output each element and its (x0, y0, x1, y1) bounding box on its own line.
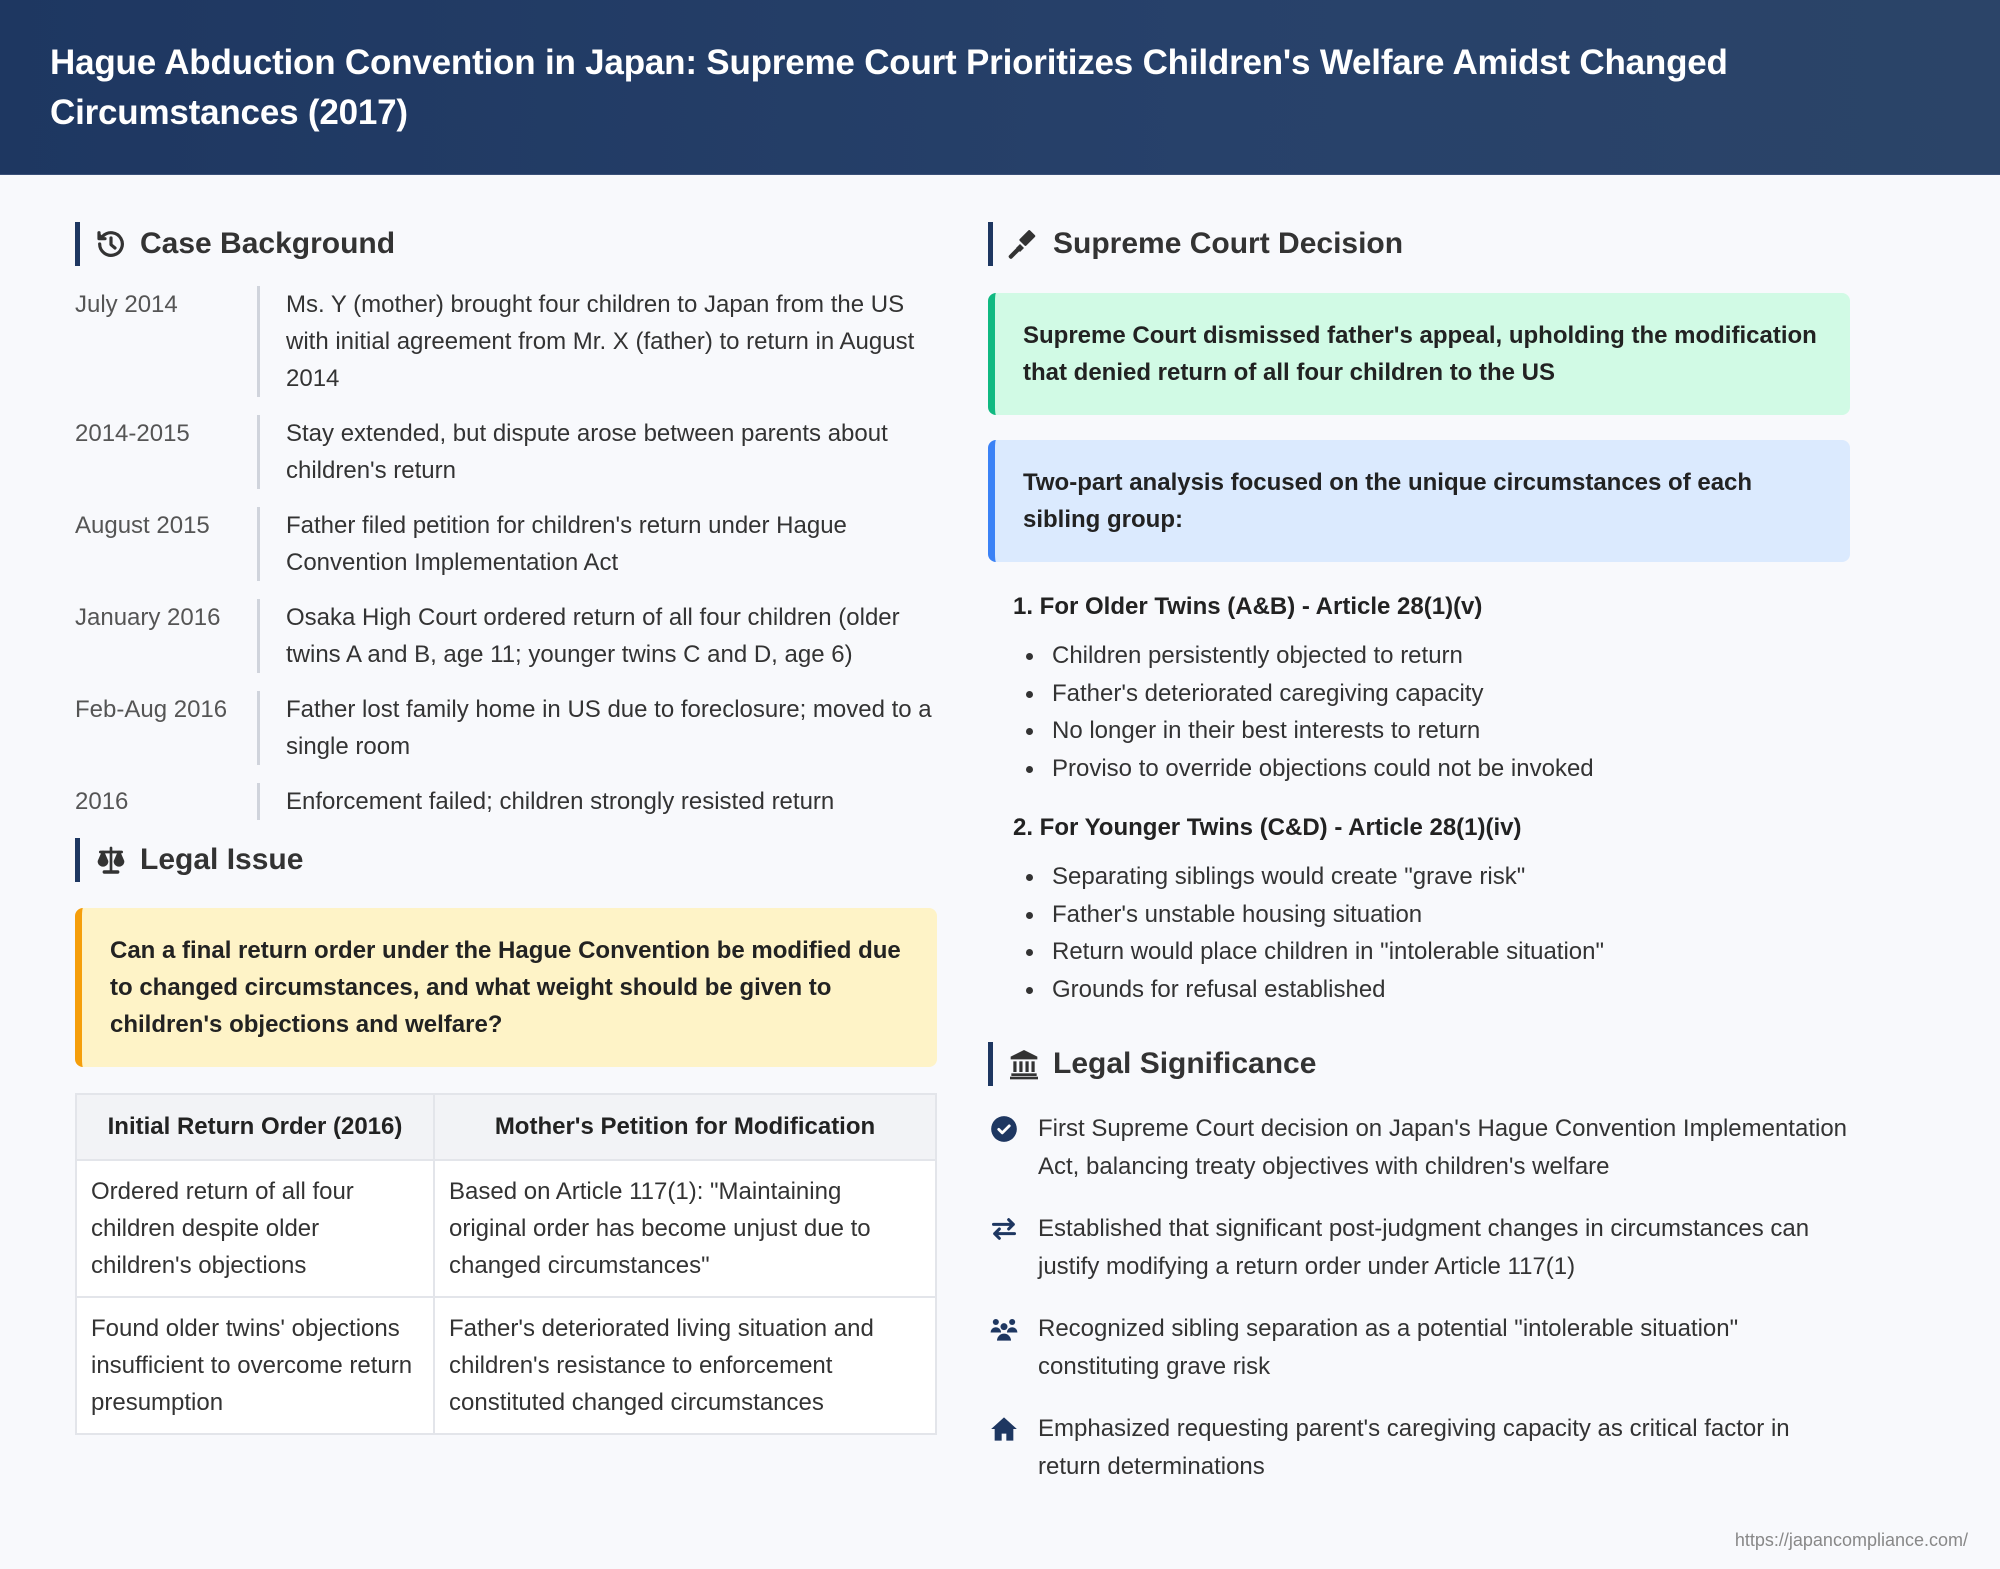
table-cell: Found older twins' objections insufficient to overcome return presumption (76, 1297, 434, 1434)
page-header (0, 0, 2000, 175)
significance-list (988, 1110, 1850, 1485)
significance-item (988, 1210, 1850, 1285)
timeline-date: Feb-Aug 2016 (75, 696, 228, 723)
holding-text: Supreme Court dismissed father's appeal, upholding the modification that denied return of all four children to the US (1023, 322, 1817, 386)
timeline-date: January 2016 (75, 604, 221, 631)
right-column (988, 222, 1850, 1510)
list-item: Children persistently objected to return (1024, 637, 1850, 675)
timeline-date: 2014-2015 (75, 420, 190, 447)
table-header-row (76, 1094, 936, 1160)
legal-question-text: Can a final return order under the Hague Convention be modified due to changed circumstances, and what weight should be given to children's objections and welfare? (110, 937, 901, 1038)
check-circle-icon (988, 1110, 1020, 1185)
significance-heading: Legal Significance (988, 1042, 1850, 1086)
list-item: Separating siblings would create "grave risk" (1024, 858, 1850, 896)
timeline-row (75, 599, 937, 673)
page-title: Hague Abduction Convention in Japan: Supreme Court Prioritizes Children's Welfare Amidst Changed Circumstances (2017) (50, 43, 1728, 132)
timeline-date: July 2014 (75, 291, 178, 318)
significance-text: Recognized sibling separation as a potential "intolerable situation" constituting grave risk (1038, 1315, 1739, 1380)
timeline-date: August 2015 (75, 512, 210, 539)
home-icon (988, 1410, 1020, 1485)
left-column (75, 222, 937, 1435)
older-twins-list (1024, 637, 1850, 787)
table-cell: Father's deteriorated living situation and children's resistance to enforcement constituted changed circumstances (434, 1297, 936, 1434)
table-cell: Ordered return of all four children despite older children's objections (76, 1160, 434, 1297)
gavel-icon (1007, 227, 1041, 261)
legal-issue-heading: Legal Issue (75, 838, 937, 882)
significance-text: First Supreme Court decision on Japan's Hague Convention Implementation Act, balancing treaty objectives with children's welfare (1038, 1115, 1848, 1180)
case-background-heading: Case Background (75, 222, 937, 266)
significance-text: Emphasized requesting parent's caregiving capacity as critical factor in return determinations (1038, 1415, 1790, 1480)
timeline-text: Osaka High Court ordered return of all four children (older twins A and B, age 11; younger twins C and D, age 6) (257, 599, 937, 673)
timeline-row (75, 286, 937, 397)
timeline-date: 2016 (75, 788, 129, 815)
comparison-table (75, 1093, 937, 1435)
users-icon (988, 1310, 1020, 1385)
younger-twins-list (1024, 858, 1850, 1008)
table-row (76, 1160, 936, 1297)
significance-item (988, 1410, 1850, 1485)
landmark-icon (1007, 1047, 1041, 1081)
timeline-text: Father filed petition for children's return under Hague Convention Implementation Act (257, 507, 937, 581)
timeline-text: Ms. Y (mother) brought four children to Japan from the US with initial agreement from Mr. X (father) to return in August 2014 (257, 286, 937, 397)
analysis-intro-text: Two-part analysis focused on the unique circumstances of each sibling group: (1023, 469, 1753, 533)
analysis-callout (988, 440, 1850, 562)
timeline-text: Father lost family home in US due to foreclosure; moved to a single room (257, 691, 937, 765)
timeline-text: Enforcement failed; children strongly resisted return (257, 783, 937, 820)
list-item: Return would place children in "intolerable situation" (1024, 933, 1850, 971)
exchange-arrows-icon (988, 1210, 1020, 1285)
timeline-row (75, 415, 937, 489)
older-twins-heading: 1. For Older Twins (A&B) - Article 28(1)(v) (1013, 593, 1483, 620)
column-header: Initial Return Order (2016) (76, 1094, 434, 1160)
timeline-row (75, 783, 937, 820)
timeline-row (75, 691, 937, 765)
holding-callout (988, 293, 1850, 415)
list-item: Father's deteriorated caregiving capacity (1024, 675, 1850, 713)
table-cell: Based on Article 117(1): "Maintaining original order has become unjust due to changed circumstances" (434, 1160, 936, 1297)
younger-twins-heading: 2. For Younger Twins (C&D) - Article 28(1)(iv) (1013, 814, 1522, 841)
significance-item (988, 1110, 1850, 1185)
timeline (75, 286, 937, 820)
footer-url[interactable]: https://japancompliance.com/ (1734, 1530, 1968, 1550)
table-row (76, 1297, 936, 1434)
timeline-text: Stay extended, but dispute arose between parents about children's return (257, 415, 937, 489)
legal-question-callout (75, 908, 937, 1067)
significance-item (988, 1310, 1850, 1385)
significance-text: Established that significant post-judgment changes in circumstances can justify modifying a return order under Article 117(1) (1038, 1215, 1810, 1280)
list-item: Proviso to override objections could not be invoked (1024, 750, 1850, 788)
list-item: No longer in their best interests to return (1024, 712, 1850, 750)
history-icon (94, 227, 128, 261)
list-item: Father's unstable housing situation (1024, 896, 1850, 934)
column-header: Mother's Petition for Modification (434, 1094, 936, 1160)
decision-heading: Supreme Court Decision (988, 222, 1850, 266)
balance-scale-icon (94, 843, 128, 877)
timeline-row (75, 507, 937, 581)
list-item: Grounds for refusal established (1024, 971, 1850, 1009)
